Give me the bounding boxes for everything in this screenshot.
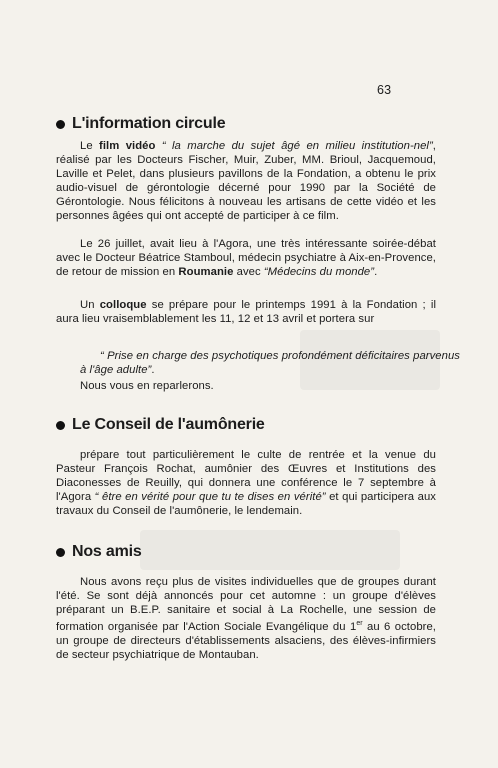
bullet-icon xyxy=(56,120,65,129)
text-run: film vidéo xyxy=(99,140,156,152)
text-run: Le 26 juillet, avait lieu à l'Agora, une très intéressante soirée-débat avec le Docteur Béatrice Stamboul, médecin psychiatre à Aix-en-Provence, de retour de mission en xyxy=(56,238,436,279)
show-through-block xyxy=(140,530,400,570)
text-run: “ Prise en charge des psychotiques profondément déficitaires parvenus à l'âge adulte” xyxy=(80,350,460,377)
text-run: avec xyxy=(233,266,264,279)
paragraph-film-video xyxy=(56,139,436,224)
text-run: “Médecins du monde” xyxy=(263,266,375,279)
text-run: Le xyxy=(80,140,100,152)
bullet-icon xyxy=(56,548,65,557)
text-run: . xyxy=(151,364,155,377)
section-heading-text: L'information circule xyxy=(72,115,226,132)
text-run: Un xyxy=(80,299,100,311)
section-heading-information xyxy=(56,115,225,133)
text-run: au 6 octobre, un groupe de directeurs d'établissements alsaciens, des élèves-infirmiers de secteur psychiatrique de Montauban. xyxy=(56,621,436,662)
text-run: et qui participera aux travaux du Conseil de l'aumônerie, le lendemain. xyxy=(56,491,436,518)
text-run: er xyxy=(356,620,363,628)
paragraph-nos-amis xyxy=(56,575,436,662)
paragraph-reparlerons xyxy=(56,379,436,393)
paragraph-soiree-debat xyxy=(56,237,436,279)
section-heading-text: Le Conseil de l'aumônerie xyxy=(72,416,265,433)
page-number: 63 xyxy=(377,83,392,97)
section-heading-text: Nos amis xyxy=(72,543,142,560)
text-run: Roumanie xyxy=(178,266,234,279)
text-run: colloque xyxy=(99,299,147,311)
text-run: Nous vous en reparlerons. xyxy=(80,380,214,392)
text-run: . xyxy=(374,266,378,279)
section-heading-aumonerie xyxy=(56,416,265,434)
paragraph-colloque xyxy=(56,298,436,326)
text-run: Nous avons reçu plus de visites individuelles que de groupes durant l'été. Se sont déjà annoncés pour cet automne : un groupe d'élèves préparant un B.E.P. sanitaire et social à La Rochelle, une session de formation organisée par l'Action Sociale Evangélique du 1 xyxy=(56,576,436,634)
section-heading-nos-amis xyxy=(56,543,142,561)
text-run: prépare tout particulièrement le culte de rentrée et la venue du Pasteur François Rochat, aumônier des Œuvres et Institutions des Diaconesses de Reuilly, qui donnera une conférence le 7 septembre à l'Agora xyxy=(56,449,436,504)
text-run: , réalisé par les Docteurs Fischer, Muir, Zuber, MM. Brioul, Jacquemoud, Laville et Pelet, dans plusieurs pavillons de la Fondation, a obtenu le prix audio-visuel de gérontologie décerné pour 1990 par la Société de Gérontologie. Nous félicitons à nouveau les artisans de cette vidéo et les personnes âgées qui ont accepté de participer à ce film. xyxy=(56,140,436,223)
text-run: “ être en vérité pour que tu te dises en vérité” xyxy=(94,491,326,504)
bullet-icon xyxy=(56,421,65,430)
paragraph-aumonerie xyxy=(56,448,436,518)
paragraph-colloque-title xyxy=(56,349,460,377)
text-run: se prépare pour le printemps 1991 à la Fondation ; il aura lieu vraisemblablement les 11, 12 et 13 avril et portera sur xyxy=(56,299,436,326)
text-run: “ la marche du sujet âgé en milieu institution-nel” xyxy=(155,140,433,152)
